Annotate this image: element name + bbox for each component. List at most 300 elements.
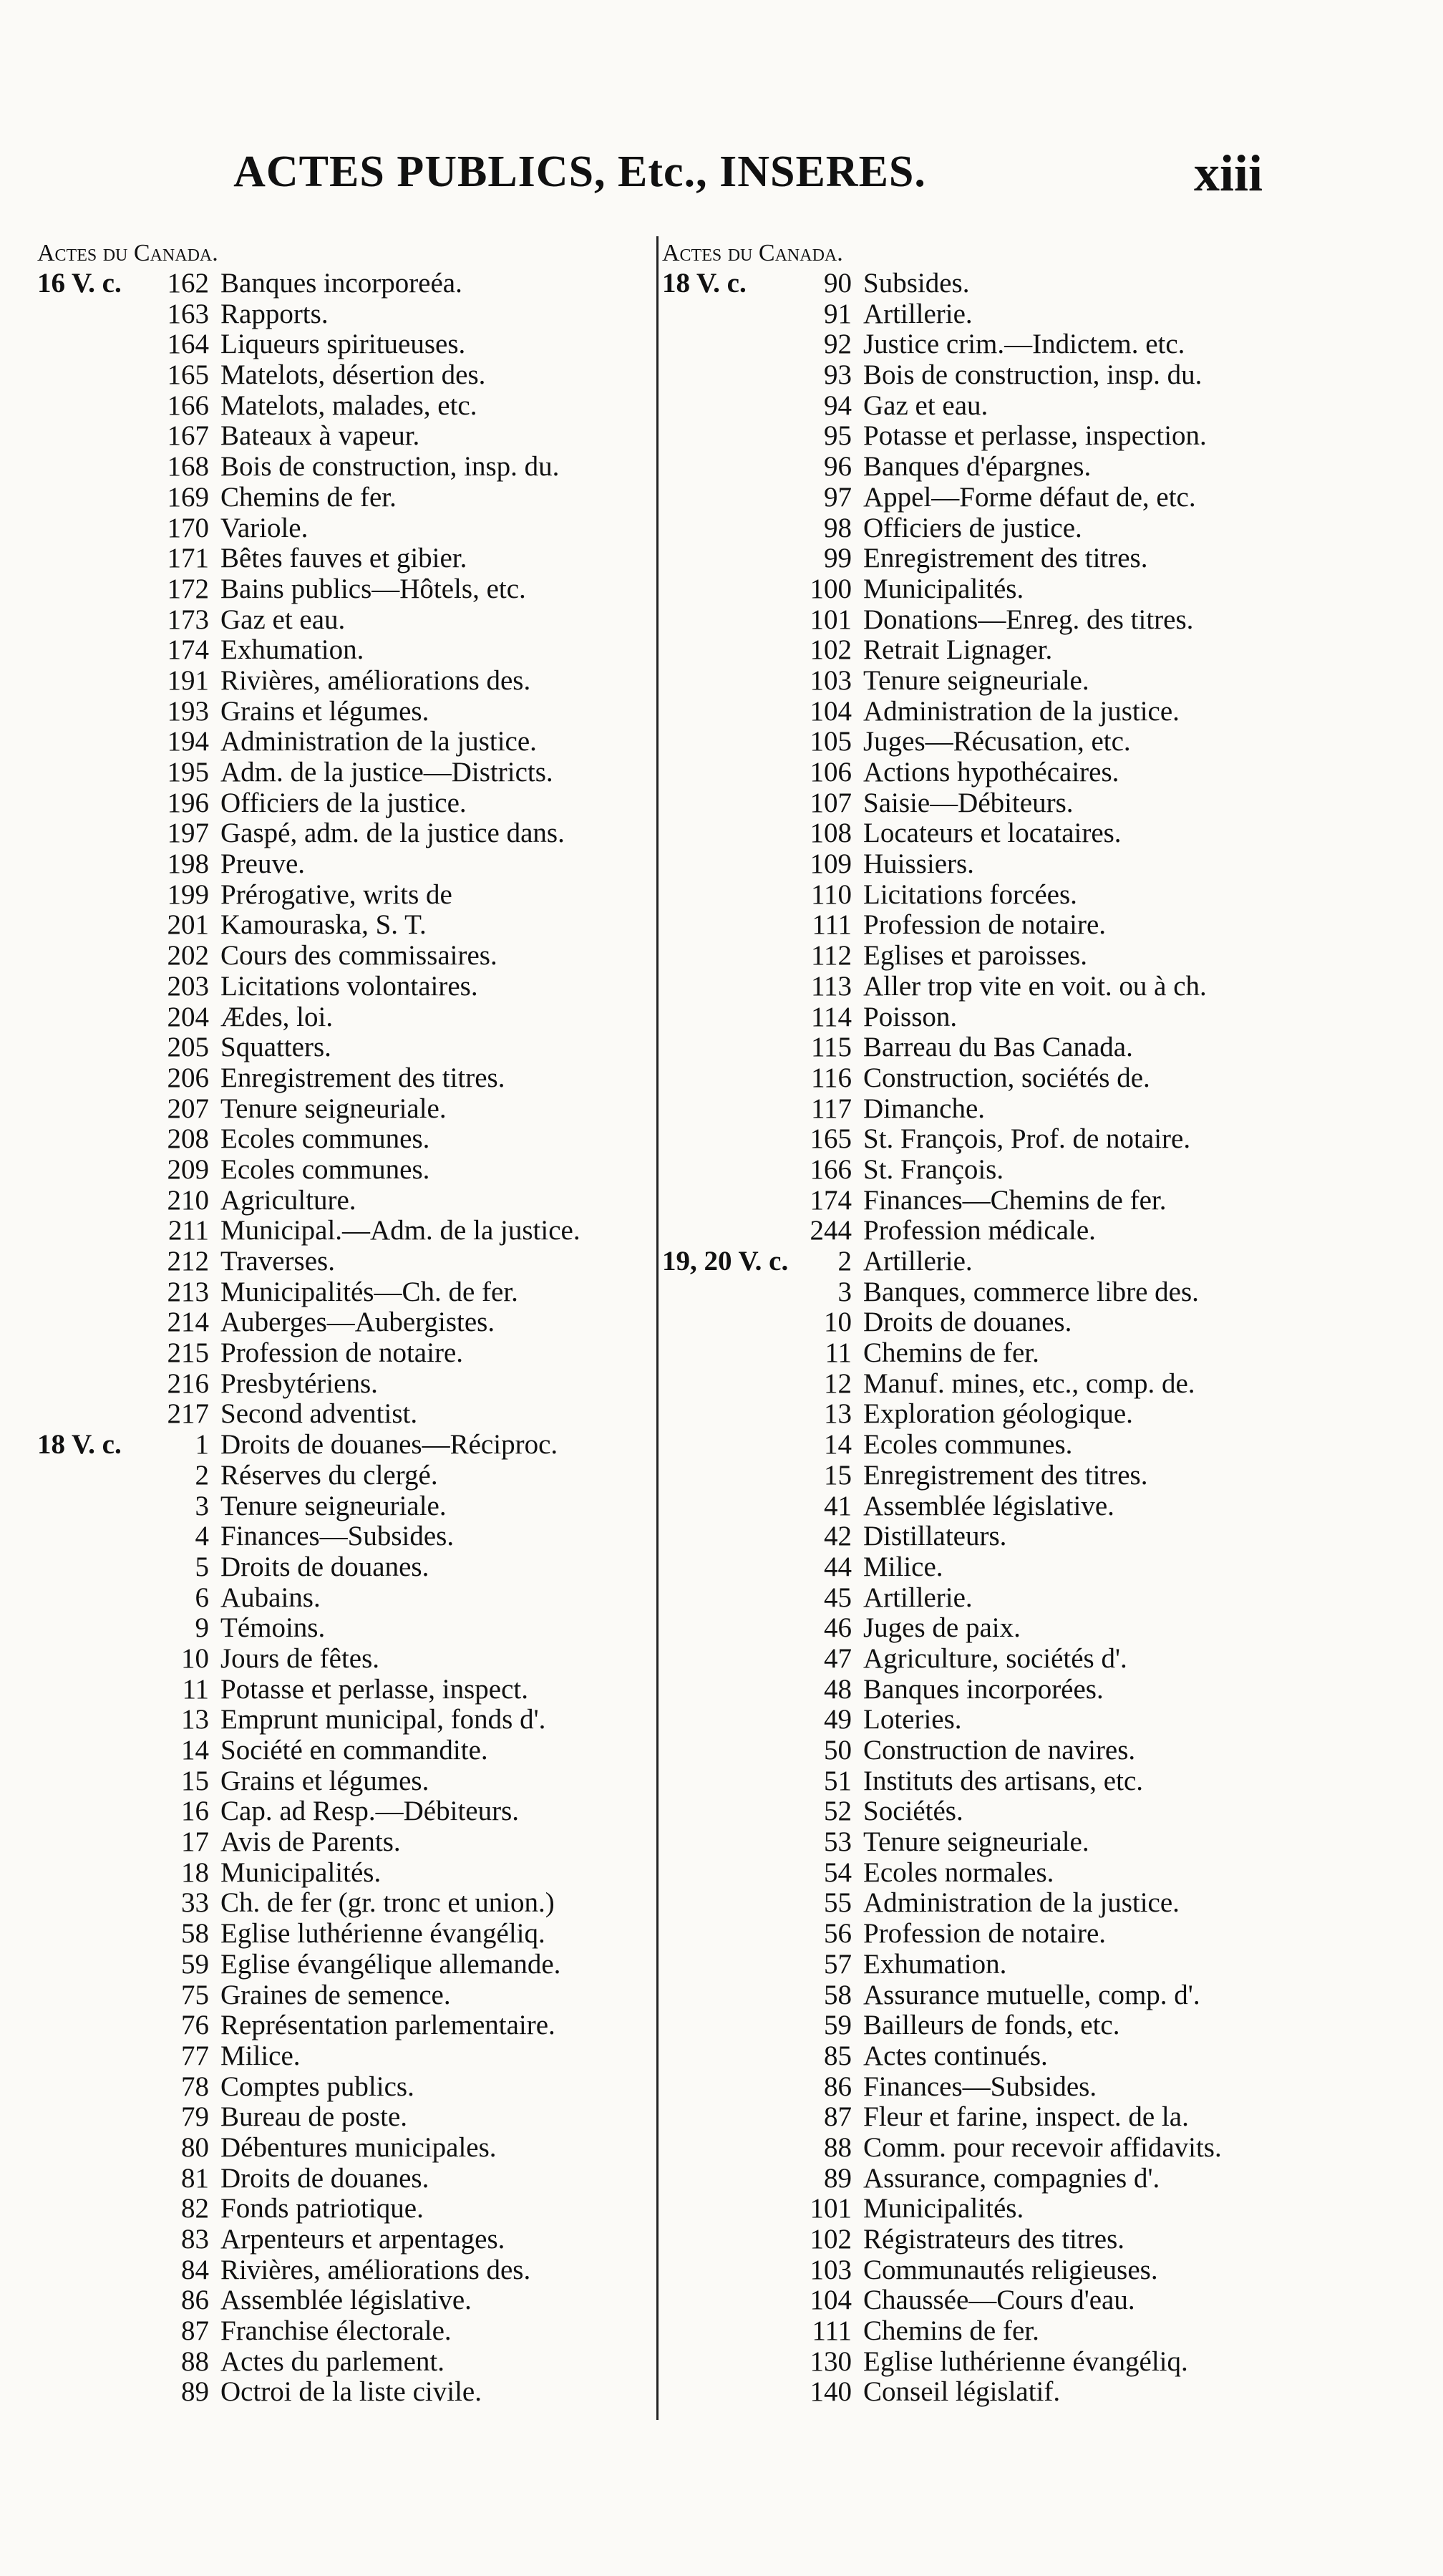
act-title: Municipal.—Adm. de la justice. [220, 1215, 580, 1246]
index-entry [662, 727, 1421, 757]
session-label [37, 299, 152, 330]
act-title: Milice. [863, 1551, 943, 1582]
index-entry [37, 1583, 649, 1614]
act-title: Droits de douanes. [220, 2162, 429, 2194]
session-label [662, 299, 780, 330]
session-label [662, 2164, 780, 2194]
index-entry [37, 329, 649, 360]
index-entry [37, 972, 649, 1002]
chapter-number: 2 [837, 1246, 852, 1277]
chapter-number: 88 [181, 2345, 209, 2377]
index-entry [37, 941, 649, 972]
index-entry [662, 1277, 1421, 1308]
chapter-number: 162 [167, 268, 209, 299]
chapter-number: 116 [810, 1062, 852, 1093]
session-label [37, 1124, 152, 1155]
act-title: Tenure seigneuriale. [220, 1093, 447, 1124]
session-label [37, 1399, 152, 1430]
index-entry [662, 635, 1421, 666]
act-title: Conseil législatif. [863, 2376, 1061, 2408]
chapter-number: 86 [181, 2285, 209, 2316]
chapter-number: 167 [167, 420, 209, 452]
chapter-number: 113 [810, 970, 852, 1002]
index-entry [662, 1369, 1421, 1400]
session-label [662, 1644, 780, 1675]
session-label [662, 1675, 780, 1705]
act-title: Droits de douanes. [220, 1551, 429, 1582]
index-entry [662, 2041, 1421, 2072]
chapter-number: 100 [810, 573, 852, 604]
chapter-number: 45 [824, 1582, 852, 1613]
index-entry [662, 2072, 1421, 2103]
session-label [37, 1675, 152, 1705]
index-entry [662, 818, 1421, 849]
chapter-number: 173 [167, 604, 209, 635]
session-label [37, 1888, 152, 1919]
act-title: Arpenteurs et arpentages. [220, 2224, 505, 2255]
index-entry [37, 1766, 649, 1797]
act-title: Administration de la justice. [863, 695, 1180, 727]
index-entry [37, 1186, 649, 1216]
chapter-number: 13 [824, 1398, 852, 1430]
act-title: Traverses. [220, 1246, 335, 1277]
index-entry [37, 299, 649, 330]
session-label [37, 1369, 152, 1400]
act-title: Municipalités. [863, 2193, 1024, 2224]
act-title: Loteries. [863, 1704, 962, 1735]
chapter-number: 75 [181, 1979, 209, 2010]
index-entry [37, 2347, 649, 2378]
index-entry [662, 1919, 1421, 1950]
session-label [662, 666, 780, 697]
index-entry [37, 360, 649, 391]
act-title: Second adventist. [220, 1398, 418, 1430]
chapter-number: 99 [824, 543, 852, 574]
chapter-number: 87 [181, 2315, 209, 2347]
session-label [37, 1461, 152, 1491]
index-entry [662, 1735, 1421, 1766]
act-title: Assurance mutuelle, comp. d'. [863, 1979, 1200, 2010]
index-entry [37, 2255, 649, 2286]
session-label [662, 849, 780, 880]
index-entry [37, 757, 649, 788]
index-entry [37, 1705, 649, 1735]
act-title: Municipalités—Ch. de fer. [220, 1276, 518, 1307]
chapter-number: 9 [195, 1612, 209, 1644]
session-label [37, 2224, 152, 2255]
act-title: Bois de construction, insp. du. [863, 359, 1202, 391]
chapter-number: 170 [167, 512, 209, 543]
index-entry [662, 910, 1421, 941]
chapter-number: 81 [181, 2162, 209, 2194]
session-label [662, 941, 780, 972]
session-label [37, 1644, 152, 1675]
session-label [662, 1950, 780, 1980]
session-label [662, 1583, 780, 1614]
act-title: Squatters. [220, 1032, 331, 1063]
session-label [662, 788, 780, 819]
session-label [662, 1094, 780, 1125]
session-label [37, 910, 152, 941]
index-entry [662, 1246, 1421, 1277]
index-entry [37, 1644, 649, 1675]
act-title: Potasse et perlasse, inspection. [863, 420, 1207, 452]
session-label [662, 1888, 780, 1919]
index-entry [662, 1583, 1421, 1614]
index-entry [37, 1338, 649, 1369]
session-label [662, 421, 780, 452]
act-title: Banques incorporeéa. [220, 268, 462, 299]
index-entry [662, 574, 1421, 605]
act-title: Assurance, compagnies d'. [863, 2162, 1160, 2194]
chapter-number: 46 [824, 1612, 852, 1644]
chapter-number: 47 [824, 1642, 852, 1674]
chapter-number: 94 [824, 389, 852, 421]
chapter-number: 42 [824, 1521, 852, 1552]
chapter-number: 79 [181, 2101, 209, 2133]
chapter-number: 111 [812, 909, 852, 941]
left-column [37, 238, 649, 2408]
chapter-number: 55 [824, 1887, 852, 1919]
act-title: Licitations volontaires. [220, 970, 478, 1002]
session-label [662, 2285, 780, 2316]
index-entry [662, 849, 1421, 880]
session-label [662, 360, 780, 391]
act-title: Actions hypothécaires. [863, 757, 1119, 788]
session-label [662, 2194, 780, 2224]
session-label [662, 1002, 780, 1033]
act-title: Exhumation. [220, 634, 364, 666]
session-label [662, 1491, 780, 1522]
chapter-number: 104 [810, 695, 852, 727]
act-title: Construction, sociétés de. [863, 1062, 1150, 1093]
act-title: Artillerie. [863, 1582, 973, 1613]
chapter-number: 57 [824, 1948, 852, 1980]
chapter-number: 195 [167, 757, 209, 788]
chapter-number: 117 [810, 1093, 852, 1124]
index-entry [662, 1338, 1421, 1369]
session-label [662, 1613, 780, 1644]
session-label [37, 849, 152, 880]
chapter-number: 95 [824, 420, 852, 452]
session-label [37, 1186, 152, 1216]
act-title: Graines de semence. [220, 1979, 451, 2010]
session-label [37, 2194, 152, 2224]
act-title: Ecoles communes. [220, 1123, 430, 1155]
act-title: Fleur et farine, inspect. de la. [863, 2101, 1189, 2133]
act-title: Ch. de fer (gr. tronc et union.) [220, 1887, 555, 1919]
session-label [662, 1919, 780, 1950]
chapter-number: 101 [810, 2193, 852, 2224]
act-title: Rivières, améliorations des. [220, 664, 531, 696]
index-entry [37, 421, 649, 452]
act-title: Justice crim.—Indictem. etc. [863, 329, 1185, 360]
act-title: Franchise électorale. [220, 2315, 452, 2347]
session-label [37, 757, 152, 788]
chapter-number: 199 [167, 878, 209, 910]
chapter-number: 165 [167, 359, 209, 391]
session-label [662, 1735, 780, 1766]
index-entry [662, 1796, 1421, 1827]
index-entry [37, 818, 649, 849]
session-label [37, 1705, 152, 1735]
act-title: Bateaux à vapeur. [220, 420, 420, 452]
chapter-number: 106 [810, 757, 852, 788]
chapter-number: 80 [181, 2131, 209, 2163]
act-title: Rivières, améliorations des. [220, 2254, 531, 2285]
chapter-number: 171 [167, 543, 209, 574]
page-header [0, 147, 1443, 211]
act-title: Potasse et perlasse, inspect. [220, 1673, 528, 1705]
act-title: Tenure seigneuriale. [863, 1826, 1089, 1858]
index-entry [37, 727, 649, 757]
act-title: Fonds patriotique. [220, 2193, 424, 2224]
index-entry [37, 1307, 649, 1338]
index-entry [37, 452, 649, 483]
chapter-number: 168 [167, 451, 209, 483]
session-label [37, 360, 152, 391]
session-label [37, 1338, 152, 1369]
chapter-number: 244 [810, 1215, 852, 1246]
index-entry [37, 1277, 649, 1308]
act-title: Retrait Lignager. [863, 634, 1053, 666]
index-entry [662, 1430, 1421, 1461]
chapter-number: 111 [812, 2315, 852, 2347]
act-title: Assemblée législative. [863, 1490, 1114, 1521]
session-label [37, 1277, 152, 1308]
index-entry [37, 1858, 649, 1889]
act-title: Comptes publics. [220, 2071, 414, 2102]
chapter-number: 90 [824, 268, 852, 299]
chapter-number: 33 [181, 1887, 209, 1919]
act-title: Enregistrement des titres. [863, 1459, 1148, 1491]
session-label [662, 1277, 780, 1308]
index-entry [662, 1521, 1421, 1552]
chapter-number: 59 [181, 1948, 209, 1980]
session-label [662, 1705, 780, 1735]
chapter-number: 194 [167, 726, 209, 757]
index-entry [37, 1155, 649, 1186]
session-label [662, 1032, 780, 1063]
index-entry [662, 2102, 1421, 2133]
act-title: Appel—Forme défaut de, etc. [863, 481, 1196, 513]
chapter-number: 50 [824, 1735, 852, 1766]
chapter-number: 102 [810, 2224, 852, 2255]
index-entry [662, 2255, 1421, 2286]
session-label [662, 1216, 780, 1246]
session-label [37, 635, 152, 666]
chapter-number: 104 [810, 2285, 852, 2316]
index-entry [37, 1675, 649, 1705]
chapter-number: 78 [181, 2071, 209, 2102]
chapter-number: 85 [824, 2040, 852, 2071]
index-entry [37, 1888, 649, 1919]
chapter-number: 87 [824, 2101, 852, 2133]
session-label [37, 2010, 152, 2041]
act-title: Chemins de fer. [220, 481, 397, 513]
chapter-number: 217 [167, 1398, 209, 1430]
act-title: St. François, Prof. de notaire. [863, 1123, 1191, 1155]
chapter-number: 101 [810, 604, 852, 635]
index-entry [37, 910, 649, 941]
session-label [37, 2316, 152, 2347]
act-title: Représentation parlementaire. [220, 2010, 555, 2041]
index-entry [37, 880, 649, 911]
index-entry [37, 1002, 649, 1033]
act-title: Bureau de poste. [220, 2101, 408, 2133]
session-label [37, 2041, 152, 2072]
session-label [37, 1583, 152, 1614]
session-label [37, 1919, 152, 1950]
chapter-number: 112 [810, 940, 852, 972]
act-title: Enregistrement des titres. [863, 543, 1148, 574]
index-entry [662, 2316, 1421, 2347]
index-entry [662, 2347, 1421, 2378]
index-entry [662, 543, 1421, 574]
index-entry [662, 1858, 1421, 1889]
act-title: Administration de la justice. [220, 726, 537, 757]
index-entry [662, 2377, 1421, 2408]
index-entry [662, 1002, 1421, 1033]
chapter-number: 10 [181, 1642, 209, 1674]
index-entry [37, 1613, 649, 1644]
act-title: Emprunt municipal, fonds d'. [220, 1704, 546, 1735]
index-entry [37, 2133, 649, 2164]
act-title: Administration de la justice. [863, 1887, 1180, 1919]
act-title: Bois de construction, insp. du. [220, 451, 560, 483]
index-entry [662, 2133, 1421, 2164]
chapter-number: 205 [167, 1032, 209, 1063]
chapter-number: 77 [181, 2040, 209, 2071]
session-label [662, 543, 780, 574]
chapter-number: 172 [167, 573, 209, 604]
chapter-number: 115 [810, 1032, 852, 1063]
index-entry [37, 2164, 649, 2194]
chapter-number: 169 [167, 481, 209, 513]
index-entry [662, 1094, 1421, 1125]
index-entry [662, 299, 1421, 330]
index-entry [37, 1063, 649, 1094]
index-entry [37, 2285, 649, 2316]
act-title: Grains et légumes. [220, 695, 429, 727]
session-label [662, 574, 780, 605]
act-title: Jours de fêtes. [220, 1642, 380, 1674]
act-title: Rapports. [220, 298, 329, 329]
session-label [662, 1399, 780, 1430]
act-title: Matelots, malades, etc. [220, 389, 477, 421]
index-entry [37, 2041, 649, 2072]
index-entry [37, 666, 649, 697]
index-entry [662, 1552, 1421, 1583]
chapter-number: 52 [824, 1796, 852, 1827]
act-title: Communautés religieuses. [863, 2254, 1158, 2285]
session-label [37, 880, 152, 911]
chapter-number: 2 [195, 1459, 209, 1491]
act-title: Enregistrement des titres. [220, 1062, 505, 1093]
session-label [37, 972, 152, 1002]
session-label [662, 329, 780, 360]
session-label [37, 1246, 152, 1277]
chapter-number: 15 [824, 1459, 852, 1491]
act-title: Licitations forcées. [863, 878, 1077, 910]
act-title: Actes du parlement. [220, 2345, 444, 2377]
index-entry [37, 574, 649, 605]
chapter-number: 130 [810, 2345, 852, 2377]
session-label [662, 1980, 780, 2011]
act-title: Dimanche. [863, 1093, 986, 1124]
index-entry [662, 421, 1421, 452]
chapter-number: 88 [824, 2131, 852, 2163]
act-title: Bêtes fauves et gibier. [220, 543, 467, 574]
act-title: Agriculture, sociétés d'. [863, 1642, 1127, 1674]
session-label [662, 2347, 780, 2378]
chapter-number: 97 [824, 481, 852, 513]
session-label [662, 1461, 780, 1491]
act-title: Variole. [220, 512, 308, 543]
chapter-number: 165 [810, 1123, 852, 1155]
index-entry [662, 1950, 1421, 1980]
session-label [37, 666, 152, 697]
chapter-number: 197 [167, 818, 209, 849]
session-label [662, 1827, 780, 1858]
index-entry [662, 513, 1421, 544]
session-label [37, 941, 152, 972]
session-label [37, 391, 152, 422]
chapter-number: 92 [824, 329, 852, 360]
chapter-number: 204 [167, 1001, 209, 1032]
index-entry [662, 1063, 1421, 1094]
act-title: Barreau du Bas Canada. [863, 1032, 1133, 1063]
chapter-number: 3 [195, 1490, 209, 1521]
act-title: Artillerie. [863, 1246, 973, 1277]
act-title: Finances—Subsides. [863, 2071, 1097, 2102]
session-label: 18 V. c. [37, 1429, 122, 1461]
chapter-number: 109 [810, 848, 852, 880]
chapter-number: 193 [167, 695, 209, 727]
act-title: Eglise luthérienne évangéliq. [220, 1918, 545, 1950]
index-entry [662, 788, 1421, 819]
chapter-number: 216 [167, 1367, 209, 1399]
act-title: Donations—Enreg. des titres. [863, 604, 1194, 635]
act-title: Huissiers. [863, 848, 974, 880]
chapter-number: 206 [167, 1062, 209, 1093]
chapter-number: 54 [824, 1856, 852, 1888]
index-entry [662, 1307, 1421, 1338]
chapter-number: 11 [182, 1673, 209, 1705]
chapter-number: 82 [181, 2193, 209, 2224]
index-entry [662, 2224, 1421, 2255]
index-entry [37, 2316, 649, 2347]
act-title: St. François. [863, 1153, 1004, 1185]
act-title: Municipalités. [863, 573, 1024, 604]
chapter-number: 214 [167, 1307, 209, 1338]
index-entry [37, 1919, 649, 1950]
session-label [662, 818, 780, 849]
session-label [662, 727, 780, 757]
session-label [37, 1032, 152, 1063]
chapter-number: 211 [167, 1215, 209, 1246]
session-label [37, 421, 152, 452]
index-entry [37, 1980, 649, 2011]
act-title: Manuf. mines, etc., comp. de. [863, 1367, 1195, 1399]
index-entry [37, 1521, 649, 1552]
index-entry [662, 880, 1421, 911]
act-title: Liqueurs spiritueuses. [220, 329, 466, 360]
session-label [37, 2285, 152, 2316]
act-title: Ecoles communes. [863, 1429, 1073, 1461]
act-title: Droits de douanes—Réciproc. [220, 1429, 558, 1461]
session-label [37, 452, 152, 483]
